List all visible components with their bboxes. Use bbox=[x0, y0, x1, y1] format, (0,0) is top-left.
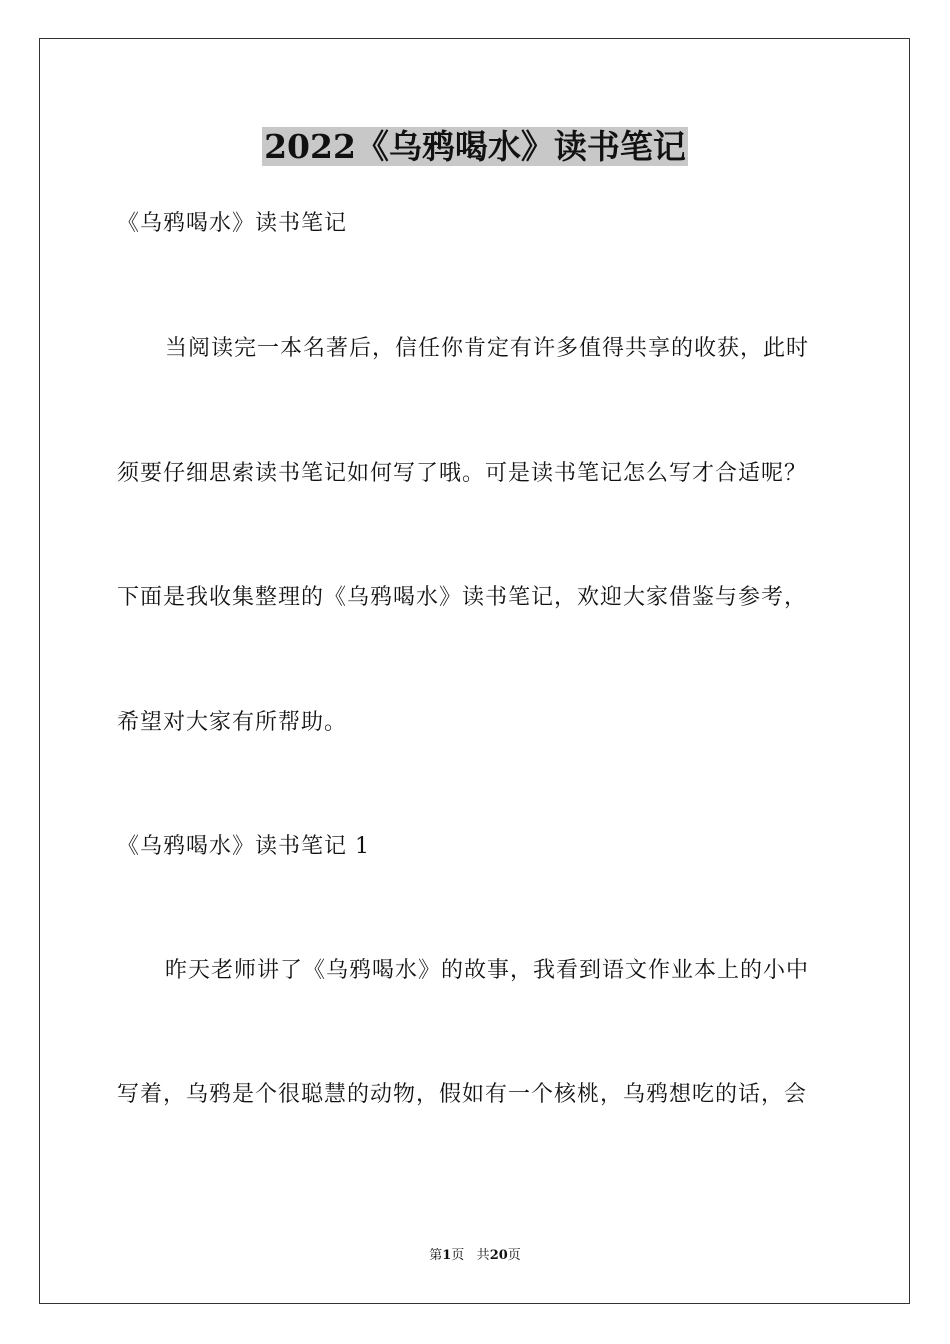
footer-total-suffix: 页 bbox=[507, 1248, 521, 1263]
footer-page-prefix: 第 bbox=[429, 1248, 443, 1263]
body-line-2: 写着，乌鸦是个很聪慧的动物，假如有一个核桃，乌鸦想吃的话，会 bbox=[117, 1082, 808, 1107]
intro-line-4: 希望对大家有所帮助。 bbox=[117, 710, 348, 735]
page-footer bbox=[0, 1246, 950, 1266]
document-title-text: 2022《乌鸦喝水》读书笔记 bbox=[264, 127, 686, 166]
subtitle: 《乌鸦喝水》读书笔记 bbox=[117, 211, 348, 236]
footer-page-suffix: 页 bbox=[451, 1248, 465, 1263]
intro-line-2: 须要仔细思索读书笔记如何写了哦。可是读书笔记怎么写才合适呢？ bbox=[117, 461, 808, 486]
intro-line-3: 下面是我收集整理的《乌鸦喝水》读书笔记，欢迎大家借鉴与参考， bbox=[117, 585, 808, 610]
footer-total-pages: 20 bbox=[489, 1248, 508, 1263]
body-line-1: 昨天老师讲了《乌鸦喝水》的故事，我看到语文作业本上的小中 bbox=[165, 958, 810, 983]
footer-total-prefix: 共 bbox=[476, 1248, 490, 1263]
footer-page-number: 1 bbox=[442, 1248, 452, 1263]
document-title bbox=[0, 124, 950, 170]
section-heading: 《乌鸦喝水》读书笔记 1 bbox=[117, 834, 370, 859]
intro-line-1: 当阅读完一本名著后，信任你肯定有许多值得共享的收获，此时 bbox=[165, 336, 810, 361]
